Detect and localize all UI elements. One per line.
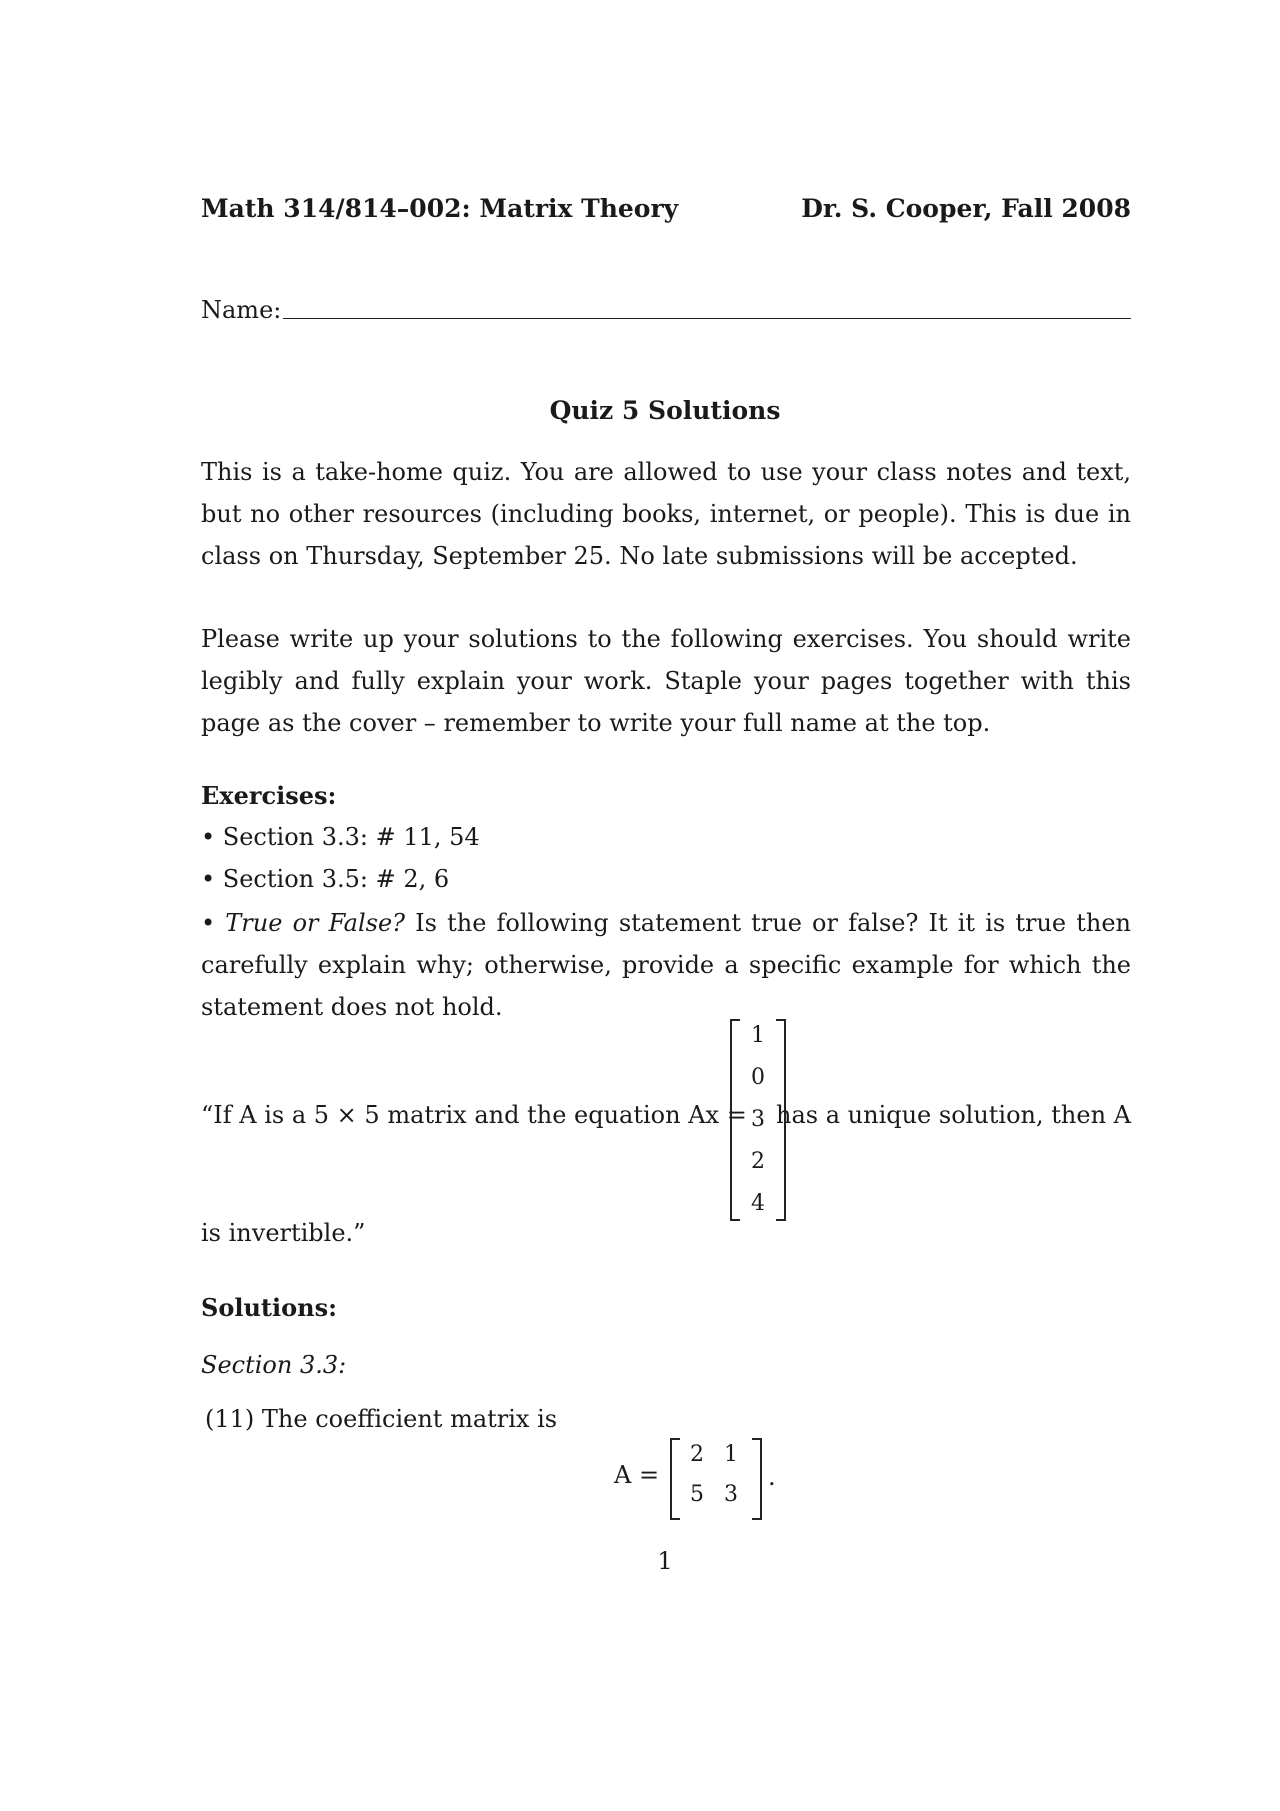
page-number: 1 [657,1547,673,1575]
vector-entry: 4 [751,1191,765,1216]
vector-entry: 3 [751,1107,765,1132]
section-label: Section 3.3: [201,1351,347,1379]
vector-entry: 1 [751,1023,765,1048]
quiz-title: Quiz 5 Solutions [549,396,781,425]
solutions-heading: Solutions: [201,1293,337,1322]
course-title: Math 314/814–002: Matrix Theory [201,194,679,223]
instructions-paragraph: Please write up your solutions to the following exercises. You should write legibly and fully explain your work. Staple your pages together with this page as the cover – remember to write your full name at the top. [201,625,1131,737]
name-label: Name: [201,296,282,324]
instructor-term: Dr. S. Cooper, Fall 2008 [801,194,1131,223]
bullet: • [201,909,216,937]
vector-entry: 2 [751,1149,765,1174]
problem-11-text: (11) The coefficient matrix is [205,1405,558,1433]
coefficient-matrix [670,1438,762,1518]
name-underline [283,318,1131,319]
right-bracket [752,1438,762,1520]
exercises-heading: Exercises: [201,781,337,810]
intro-paragraph: This is a take-home quiz. You are allowed to use your class notes and text, but no other resources (including books, internet, or people). This is due in class on Thursday, September 25. No late submissions will be accepted. [201,458,1131,570]
matrix-entry: 3 [724,1482,738,1507]
statement-prefix: “If A is a 5 × 5 matrix and the equation Ax = [201,1101,747,1129]
statement-suffix: has a unique solution, then A [776,1101,1131,1129]
true-false-paragraph [201,902,1131,1028]
exercise-item: • Section 3.5: # 2, 6 [201,865,450,893]
matrix-entry: 2 [690,1442,704,1467]
matrix-period: . [768,1463,776,1491]
matrix-entry: 1 [724,1442,738,1467]
matrix-entry: 5 [690,1482,704,1507]
matrix-label: A = [614,1461,660,1489]
exercise-item: • Section 3.3: # 11, 54 [201,823,480,851]
left-bracket [730,1019,740,1221]
statement-end: is invertible.” [201,1219,366,1247]
left-bracket [670,1438,680,1520]
vector-entry: 0 [751,1065,765,1090]
true-false-label: True or False? [225,909,406,937]
true-false-text: Is the following statement true or false? It it is true then carefully explain why; otherwise, provide a specific example for which the statement does not hold. [201,909,1131,1021]
